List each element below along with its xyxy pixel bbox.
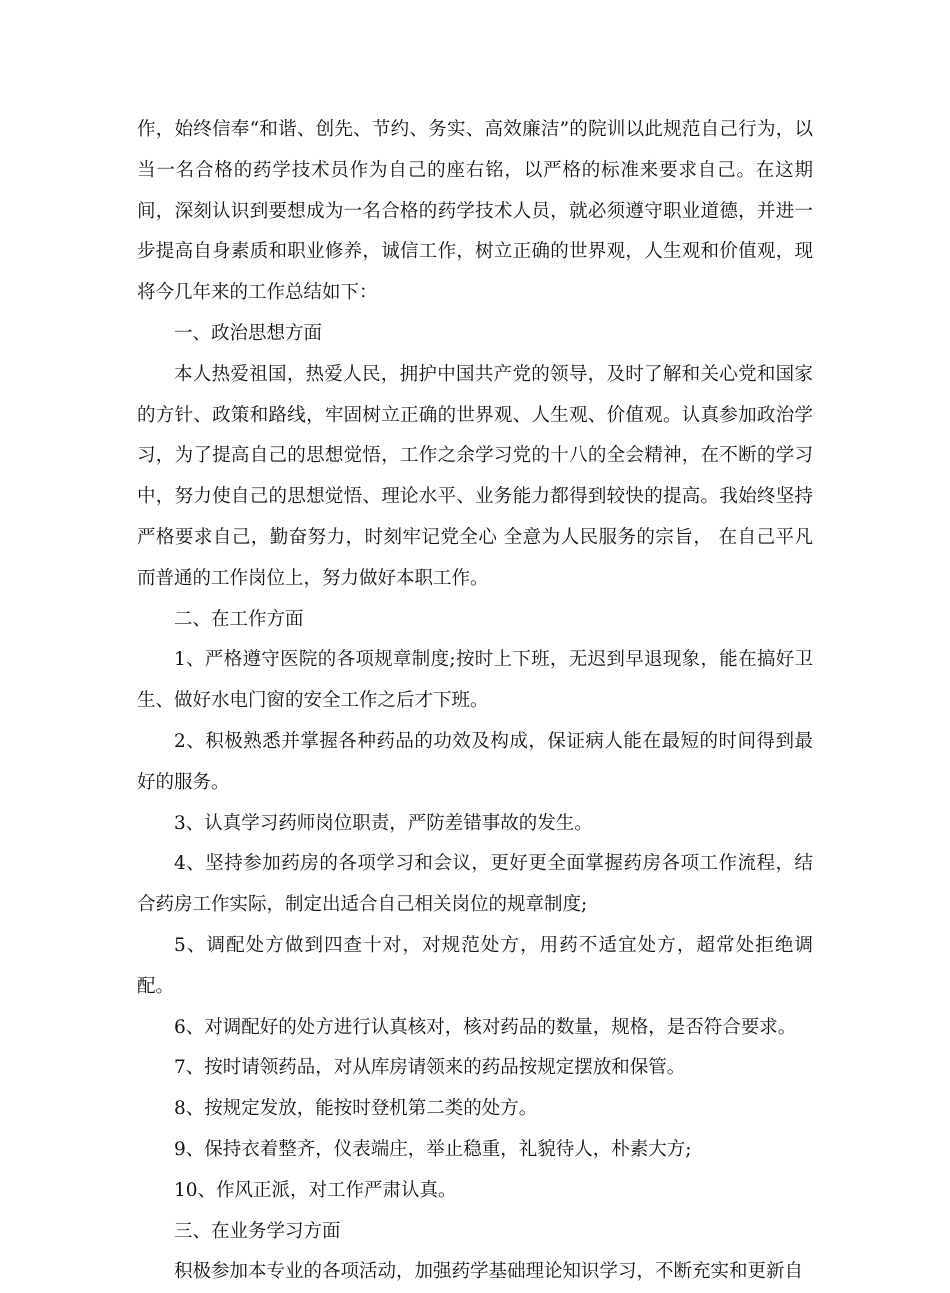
work-item-9: 9、保持衣着整齐，仪表端庄，举止稳重，礼貌待人，朴素大方;: [174, 1138, 692, 1160]
work-item-10: 10、作风正派，对工作严肃认真。: [174, 1179, 457, 1201]
section-heading-work: 二、在工作方面: [174, 608, 304, 630]
politics-paragraph: 本人热爱祖国，热爱人民，拥护中国共产党的领导，及时了解和关心党和国家的方针、政策和路线，牢固树立正确的世界观、人生观、价值观。认真参加政治学习，为了提高自己的思想觉悟，工作之余学习党的十八的全会精神，在不断的学习中，努力使自己的思想觉悟、理论水平、业务能力都得到较快的提高。我始终坚持严格要求自己，勤奋努力，时刻牢记党全心 全意为人民服务的宗旨， 在自己平凡而普通的工作岗位上，努力做好本职工作。: [137, 363, 813, 589]
work-item-5: 5、调配处方做到四查十对，对规范处方，用药不适宜处方，超常处拒绝调配。: [137, 934, 813, 997]
work-item-2: 2、积极熟悉并掌握各种药品的功效及构成，保证病人能在最短的时间得到最好的服务。: [137, 730, 813, 793]
work-item-7: 7、按时请领药品，对从库房请领来的药品按规定摆放和保管。: [174, 1057, 686, 1079]
work-item-8: 8、按规定发放，能按时登机第二类的处方。: [174, 1098, 538, 1120]
work-item-6: 6、对调配好的处方进行认真核对，核对药品的数量，规格，是否符合要求。: [174, 1016, 797, 1038]
section-heading-study: 三、在业务学习方面: [174, 1220, 341, 1242]
work-item-3: 3、认真学习药师岗位职责，严防差错事故的发生。: [174, 812, 593, 834]
study-paragraph: 积极参加本专业的各项活动，加强药学基础理论知识学习，不断充实和更新自: [174, 1261, 804, 1283]
section-heading-politics: 一、政治思想方面: [174, 322, 323, 344]
work-item-4: 4、坚持参加药房的各项学习和会议，更好更全面掌握药房各项工作流程，结合药房工作实际，制定出适合自己相关岗位的规章制度;: [137, 853, 813, 916]
intro-paragraph: 作，始终信奉“和谐、创先、节约、务实、高效廉洁”的院训以此规范自己行为，以当一名合格的药学技术员作为自己的座右铭，以严格的标准来要求自己。在这期间，深刻认识到要想成为一名合格的药学技术人员，就必须遵守职业道德，并进一步提高自身素质和职业修养，诚信工作，树立正确的世界观，人生观和价值观，现将今几年来的工作总结如下：: [137, 119, 813, 304]
work-item-1: 1、严格遵守医院的各项规章制度;按时上下班，无迟到早退现象，能在搞好卫生、做好水电门窗的安全工作之后才下班。: [137, 649, 813, 712]
document-body: [137, 110, 813, 1293]
